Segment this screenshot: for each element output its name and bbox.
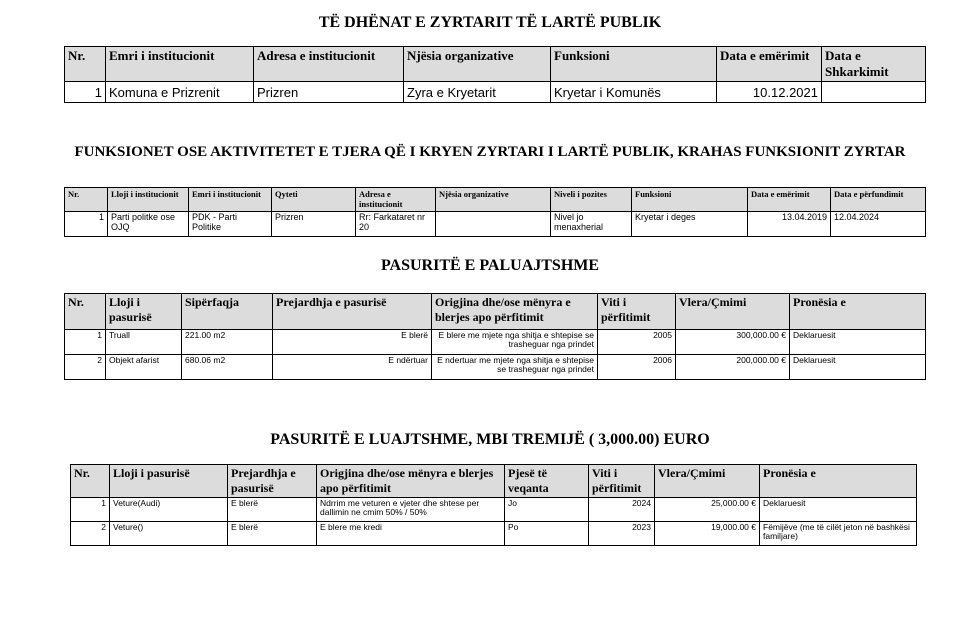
- table-cell: Po: [505, 522, 589, 546]
- table-row: [65, 212, 926, 237]
- table-row: [65, 330, 926, 355]
- table-cell: E blere me kredi: [317, 522, 505, 546]
- other-functions-table: [64, 187, 926, 237]
- table-cell: E blerë: [273, 330, 432, 355]
- table-cell: 1: [65, 330, 106, 355]
- col-header: Lloji i pasurisë: [106, 294, 182, 330]
- table-cell: PDK - Parti Politike: [189, 212, 272, 237]
- col-header: Lloji i institucionit: [108, 188, 189, 212]
- table-row: [71, 522, 917, 546]
- table-cell: Fëmijëve (me të cilët jeton në bashkësi familjare): [760, 522, 917, 546]
- table-row: [65, 355, 926, 380]
- table-cell: Veture(Audi): [110, 498, 228, 522]
- table-cell: Parti politke ose OJQ: [108, 212, 189, 237]
- col-header: Vlera/Çmimi: [676, 294, 790, 330]
- col-header: Lloji i pasurisë: [110, 465, 228, 498]
- table-cell: Deklaruesit: [790, 355, 926, 380]
- table-cell: 1: [65, 212, 108, 237]
- col-header: Funksioni: [551, 47, 717, 82]
- table-cell: E blerë: [228, 498, 317, 522]
- table-cell: 2023: [589, 522, 655, 546]
- col-header: Adresa e institucionit: [356, 188, 436, 212]
- col-header: Emri i institucionit: [106, 47, 254, 82]
- col-header: Qyteti: [272, 188, 356, 212]
- table-cell: 19,000.00 €: [655, 522, 760, 546]
- col-header: Emri i institucionit: [189, 188, 272, 212]
- table-header-row: [71, 465, 917, 498]
- table-cell: 2: [71, 522, 110, 546]
- table-cell: Prizren: [254, 82, 404, 103]
- col-header: Pronësia e: [760, 465, 917, 498]
- col-header: Origjina dhe/ose mënyra e blerjes apo përfitimit: [317, 465, 505, 498]
- table-cell: Ndrrim me veturen e vjeter dhe shtese per dallimin ne cmim 50% / 50%: [317, 498, 505, 522]
- col-header: Prejardhja e pasurisë: [273, 294, 432, 330]
- table-row: [71, 498, 917, 522]
- col-header: Prejardhja e pasurisë: [228, 465, 317, 498]
- table-header-row: [65, 188, 926, 212]
- col-header: Njësia organizative: [436, 188, 551, 212]
- table-cell: 2024: [589, 498, 655, 522]
- col-header: Niveli i pozites: [551, 188, 632, 212]
- table-header-row: [65, 294, 926, 330]
- table-cell: 1: [71, 498, 110, 522]
- table-cell: Kryetar i deges: [632, 212, 748, 237]
- table-cell: Deklaruesit: [760, 498, 917, 522]
- table-cell: 1: [65, 82, 106, 103]
- table-header-row: [65, 47, 926, 82]
- table-cell: 25,000.00 €: [655, 498, 760, 522]
- table-cell: E blere me mjete nga shitja e shtepise se trasheguar nga prindet: [432, 330, 598, 355]
- col-header: Nr.: [65, 188, 108, 212]
- col-header: Viti i përfitimit: [598, 294, 676, 330]
- table-cell: Jo: [505, 498, 589, 522]
- col-header: Njësia organizative: [404, 47, 551, 82]
- table-cell: 2005: [598, 330, 676, 355]
- section4-title: PASURITË E LUAJTSHME, MBI TREMIJË ( 3,000.00) EURO: [270, 431, 710, 448]
- table-cell: 13.04.2019: [748, 212, 831, 237]
- table-cell: 221.00 m2: [182, 330, 273, 355]
- table-cell: 680.06 m2: [182, 355, 273, 380]
- table-cell: E ndertuar me mjete nga shitja e shtepise se trasheguar nga prindet: [432, 355, 598, 380]
- table-cell: 2: [65, 355, 106, 380]
- official-data-table: [64, 46, 926, 103]
- col-header: Pjesë të veqanta: [505, 465, 589, 498]
- table-cell: Veture(): [110, 522, 228, 546]
- section1-title: TË DHËNAT E ZYRTARIT TË LARTË PUBLIK: [318, 14, 662, 31]
- col-header: Adresa e institucionit: [254, 47, 404, 82]
- table-cell: Truall: [106, 330, 182, 355]
- table-cell: 200,000.00 €: [676, 355, 790, 380]
- table-cell: [436, 212, 551, 237]
- col-header: Data e përfundimit: [831, 188, 926, 212]
- table-cell: Prizren: [272, 212, 356, 237]
- section2-title: FUNKSIONET OSE AKTIVITETET E TJERA QË I KRYEN ZYRTARI I LARTË PUBLIK, KRAHAS FUNKSIONIT ZYRTAR: [74, 144, 906, 160]
- table-cell: Zyra e Kryetarit: [404, 82, 551, 103]
- col-header: Vlera/Çmimi: [655, 465, 760, 498]
- table-cell: Objekt afarist: [106, 355, 182, 380]
- col-header: Data e emërimit: [717, 47, 822, 82]
- movable-assets-table: [70, 464, 917, 546]
- table-cell: 300,000.00 €: [676, 330, 790, 355]
- table-cell: Komuna e Prizrenit: [106, 82, 254, 103]
- table-cell: Kryetar i Komunës: [551, 82, 717, 103]
- table-cell: [822, 82, 926, 103]
- col-header: Nr.: [65, 294, 106, 330]
- table-row: [65, 82, 926, 103]
- col-header: Nr.: [71, 465, 110, 498]
- col-header: Data e Shkarkimit: [822, 47, 926, 82]
- col-header: Origjina dhe/ose mënyra e blerjes apo përfitimit: [432, 294, 598, 330]
- table-cell: 12.04.2024: [831, 212, 926, 237]
- col-header: Data e emërimit: [748, 188, 831, 212]
- col-header: Pronësia e: [790, 294, 926, 330]
- col-header: Sipërfaqja: [182, 294, 273, 330]
- table-cell: 2006: [598, 355, 676, 380]
- table-cell: Nivel jo menaxherial: [551, 212, 632, 237]
- immovable-assets-table: [64, 293, 926, 380]
- table-cell: 10.12.2021: [717, 82, 822, 103]
- table-cell: Deklaruesit: [790, 330, 926, 355]
- table-cell: E ndërtuar: [273, 355, 432, 380]
- col-header: Nr.: [65, 47, 106, 82]
- table-cell: Rr: Farkataret nr 20: [356, 212, 436, 237]
- section3-title: PASURITË E PALUAJTSHME: [380, 257, 600, 274]
- table-cell: E blerë: [228, 522, 317, 546]
- col-header: Viti i përfitimit: [589, 465, 655, 498]
- col-header: Funksioni: [632, 188, 748, 212]
